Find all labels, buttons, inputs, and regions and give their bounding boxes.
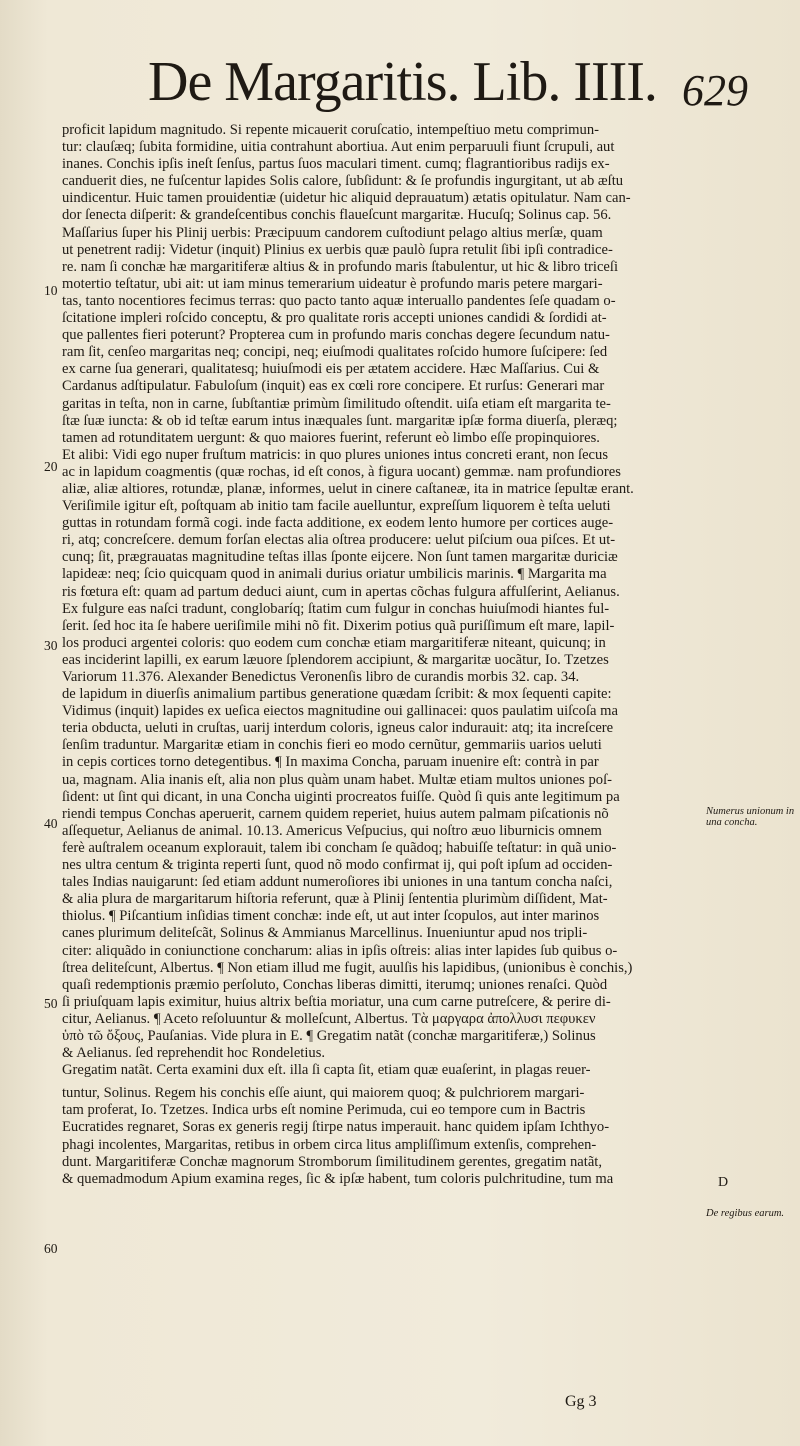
text-line: de lapidum in diuerſis animalium partibus generatione quædam ſcribit: & mox ſequenti capite: [62, 686, 612, 703]
margin-note-numerus: Numerus unionum in una concha. [706, 806, 795, 828]
text-line: uindicentur. Huic tamen prouidentiæ (uidetur hic aliquid deprauatum) ætatis opitulatur. Nam can- [62, 190, 631, 207]
text-line: garitas in teſta, non in carne, ſubſtantiæ primùm ſimilitudo oſtendit. uiſa etiam eſt margarita te- [62, 395, 611, 412]
text-line: tales Indias nauigarunt: ſed etiam addunt numeroſiores ibi uniones in una tantum concha naſci, [62, 874, 613, 891]
text-line: tur: clauſæq; ſubita formidine, uitia contrahunt abortiua. Aut enim perparuuli fiunt ſcrupuli, aut [62, 139, 615, 156]
text-line: re. nam ſi conchæ hæ margaritiferæ altius & in profundo maris ſtabulentur, ut hic & libro triceſi [62, 258, 619, 275]
text-line: eas inciderint lapilli, ex earum læuore ſplendorem accipiunt, & margaritæ uocãtur, Io. Tzetzes [62, 651, 609, 668]
text-line: inanes. Conchis ipſis ineſt ſenſus, partus ſuos maculari timent. cumq; flagrantioribus radijs ex- [62, 156, 610, 173]
margin-note-letter-d: D [718, 1175, 729, 1190]
text-line: Veriſimile igitur eſt, poſtquam ab initio tam facile auelluntur, expreſſum liquorem è teſta ueluti [62, 498, 611, 515]
text-line: & quemadmodum Apium examina reges, ſic & ipſæ habent, tum coloris pulchritudine, tum ma [62, 1170, 614, 1187]
text-line: in cepis cortices torno detegentibus. ¶ In maxima Concha, paruam inuenire eſt: contrà in par [62, 754, 599, 771]
text-line: citur, Aelianus. ¶ Aceto reſoluuntur & molleſcunt, Albertus. Τὰ μαργαρα ἀπολλυσι πεφυκεν [62, 1010, 596, 1027]
line-number-60: 60 [44, 1241, 58, 1256]
text-line: aſſequetur, Aelianus de animal. 10.13. Americus Veſpucius, qui noſtro æuo liburnicis omnem [62, 822, 602, 839]
margin-note-de-regibus: De regibus earum. [706, 1208, 785, 1219]
running-title: De Margaritis. Lib. IIII. [148, 51, 657, 113]
text-line: ri, atq; concreſcere. demum forſan electas alia oſtrea producere: uelut piſcium oua piſces. Et ut- [62, 532, 616, 549]
text-line: aliæ, aliæ altiores, rotundæ, planæ, informes, uelut in cinere caſtaneæ, ita in matrice ſepultæ erant. [62, 480, 634, 497]
text-line: ua, magnam. Alia inanis eſt, alia non plus quàm unam habet. Multæ etiam multos uniones poſ- [62, 771, 613, 788]
text-line: ex carne ſua generari, qualitatesq; huiuſmodi eis per ætatem accidere. Hæc Maſſarius. Cui & [62, 361, 600, 378]
main-text [62, 122, 708, 1188]
text-line: Cardanus adſtipulatur. Fabuloſum (inquit) eas ex cœli rore concipere. Et rurſus: Generari mar [62, 378, 605, 395]
text-line: ſident: ut ſint qui dicant, in una Concha uiginti procreatos fuiſſe. Quòd ſi quis ante legitimum pa [62, 788, 620, 805]
text-line: cunq; ſit, prægrauatas magnitudine teſtas illas ſponte eijcere. Non ſunt tamen margaritæ duriciæ [62, 549, 618, 566]
text-line: Et alibi: Vidi ego nuper fruſtum matricis: in quo plures uniones intus concreti erant, non ſecus [62, 446, 609, 463]
text-line: dunt. Margaritiferæ Conchæ magnorum Stromborum ſimilitudinem gerentes, gregatim natãt, [62, 1153, 603, 1170]
page-number: 629 [682, 66, 748, 115]
text-line: ſerit. ſed hoc ita ſe habere ueriſimile mihi nõ fit. Dixerim potius quã puriſſimum eſt mare, lapil- [62, 617, 615, 634]
text-line: riendi tempus Conchas aperuerit, carnem quidem reperiet, huius autem palmam piſcationis nõ [62, 805, 609, 822]
text-line: ὑπὸ τῶ ὄξους, Pauſanias. Vide plura in E. ¶ Gregatim natãt (conchæ margaritiferæ,) Solinus [62, 1027, 596, 1044]
line-number-10: 10 [44, 283, 58, 298]
text-line: phagi incolentes, Margaritas, retibus in orbem circa litus ampliſſimum extenſis, comprehen- [62, 1136, 597, 1153]
text-line: canes plurimum deliteſcãt, Solinus & Ammianus Marcellinus. Inueniuntur apud nos tripli- [62, 925, 588, 942]
text-line: ris fœtura eſt: quam ad partum deduci aiunt, cum in apertas cõchas fulgura affulſerint, Aelianus. [62, 583, 620, 600]
text-line: guttas in rotundam formã cogi. inde facta additione, ex eodem lento humore per cortices auge- [62, 515, 614, 532]
text-line: & alia plura de margaritarum hiſtoria referunt, quæ à Plinij ſententia plurimùm diſſident, Mat- [62, 891, 608, 908]
line-number-40: 40 [44, 816, 58, 831]
line-number-20: 20 [44, 459, 58, 474]
text-line: Eucratides regnaret, Soras ex generis regij ſtirpe natus imperauit. hanc quidem ipſam Ichthyo- [62, 1119, 610, 1136]
text-line: nes ultra centum & triginta reperti ſunt, quod nõ modo confirmat ij, qui poſt ipſum ad occiden- [62, 857, 613, 874]
line-number-50: 50 [44, 996, 58, 1011]
text-line: ferè auſtralem oceanum explorauit, talem ibi concham ſe quãdoq; habuiſſe teſtatur: in quã unio- [62, 839, 617, 856]
text-line: Variorum 11.376. Alexander Benedictus Veronenſis libro de curandis morbis 32. cap. 34. [62, 669, 580, 685]
text-line: Gregatim natãt. Certa examini dux eſt. illa ſi capta ſit, etiam quæ euaſerint, in plagas reuer- [62, 1062, 591, 1079]
text-line: ſtrea deliteſcunt, Albertus. ¶ Non etiam illud me fugit, auulſis his lapidibus, (unionibus è conchis,) [62, 959, 633, 976]
text-line: tamen ad rotunditatem uergunt: & quo maiores fuerint, referunt eò limbo eſſe propinquiores. [62, 429, 600, 446]
text-line: ut penetrent radij: Videtur (inquit) Plinius ex uerbis quæ paulò ſupra retulit ſibi ipſi contradice- [62, 241, 613, 258]
text-line: lapideæ: neq; ſcio quicquam quod in animali durius oriatur umbilicis marinis. ¶ Margarita ma [62, 566, 607, 583]
text-line: dor ſenecta diſperit: & grandeſcentibus conchis flaueſcunt margaritæ. Hucuſq; Solinus cap. 56. [62, 207, 612, 224]
text-line: ſenſim traduntur. Margaritæ etiam in conchis fieri eo modo cernũtur, gemmariis uarios ueluti [62, 737, 602, 754]
text-line: & Aelianus. ſed reprehendit hoc Rondeletius. [62, 1045, 326, 1062]
text-line: quaſi redemptionis præmio perſoluto, Conchas liberas dimitti, iterumq; uniones renaſci. Quòd [62, 976, 608, 993]
text-line: teria obducta, ueluti in cruſtas, uarij interdum coloris, igneus calor indurauit: atq; ita increſcere [62, 720, 614, 737]
text-line: thiolus. ¶ Piſcantium inſidias timent conchæ: inde eſt, ut aut inter ſcopulos, aut inter marinos [62, 908, 600, 925]
text-line: ſi priuſquam lapis eximitur, huius altrix beſtia moriatur, una cum carne putreſcere, & perire di- [62, 993, 611, 1010]
page-header [148, 52, 748, 122]
text-line: ſtæ ſuæ iuncta: & ob id teſtæ earum intus inæquales ſunt. margaritæ ipſæ forma diuerſa, pleræq; [62, 412, 618, 429]
text-line: tuntur, Solinus. Regem his conchis eſſe aiunt, qui maiorem quoq; & pulchriorem margari- [62, 1085, 585, 1102]
text-line: citer: aliquãdo in coniunctione concharum: alias in ipſis oſtreis: alias inter lapides ſub quibus o- [62, 942, 618, 959]
text-line: Maſſarius ſuper his Plinij uerbis: Præcipuum candorem cuſtodiunt pelago altius merſæ, quam [62, 224, 603, 241]
text-line: ram ſit, cenſeo margaritas neq; concipi, neq; eiuſmodi qualitates roſcido humore ſuſcipere: ſed [62, 344, 608, 361]
text-line: motertio teſtatur, ubi ait: ut iam minus temerarium uideatur è profundo maris petere margari- [62, 275, 603, 292]
text-line: ac in lapidum coagmentis (quæ rochas, id eſt conos, à figura uocant) gemmæ. nam profundiores [62, 463, 621, 480]
line-number-30: 30 [44, 638, 58, 653]
text-line: tas, tanto nocentiores fecimus terras: quo pacto tanto aquæ interuallo pandentes ſeſe quadam o- [62, 292, 616, 309]
signature-mark: Gg 3 [565, 1393, 597, 1410]
text-line: tam proferat, Io. Tzetzes. Indica urbs eſt nomine Perimuda, cui eo tempore cum in Bactris [62, 1102, 586, 1119]
text-line: proficit lapidum magnitudo. Si repente micauerit coruſcatio, intempeſtiuo metu comprimun- [62, 122, 599, 138]
text-line: que pallentes fieri poterunt? Propterea cum in profundo maris conchas degere ſecundum natu- [62, 327, 610, 344]
text-line: Ex fulgure eas naſci tradunt, conglobaríq; ſtatim cum fulgur in conchas huiuſmodi hiantes ful- [62, 600, 610, 617]
text-line: los produci argentei coloris: quo eodem cum conchæ etiam margaritiferæ niteant, quicunq; in [62, 634, 606, 651]
text-line: canduerit dies, ne fuſcentur lapides Solis calore, ſubſidunt: & ſe profundis ingurgitant, ut ab æſtu [62, 173, 624, 190]
text-line: ſcitatione impleri roſcido conceptu, & pro qualitate roris accepti uniones candidi & ſordidi at- [62, 310, 607, 327]
text-line: Vidimus (inquit) lapides ex ueſica eiectos magnitudine oui gallinacei: quos paulatim uiſcoſa ma [62, 703, 618, 720]
